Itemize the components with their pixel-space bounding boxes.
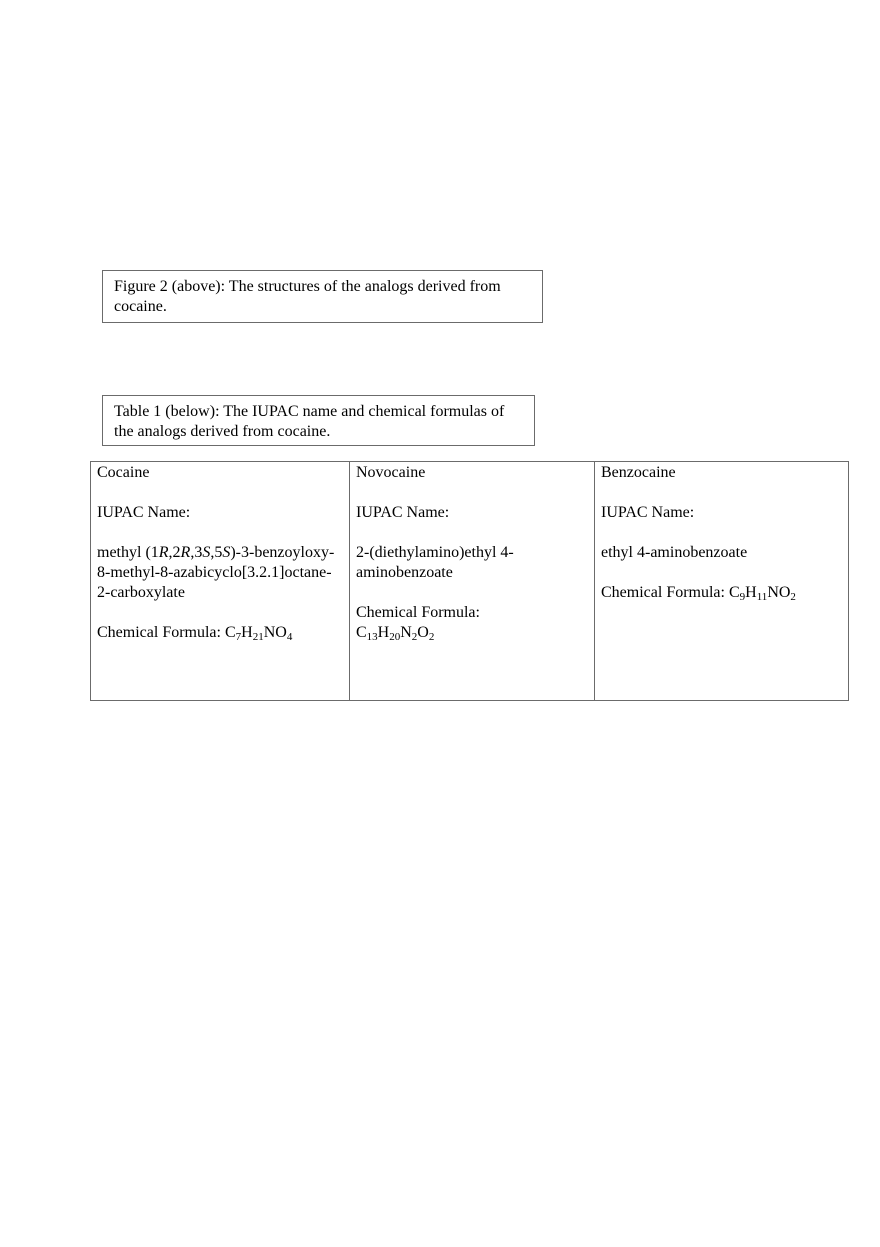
compound-name: Cocaine	[97, 464, 150, 481]
iupac-name	[97, 543, 343, 603]
iupac-name-text: methyl (1R,2R,3S,5S)-3-benzoyloxy-8-methyl-8-azabicyclo[3.2.1]octane-2-carboxylate	[97, 544, 335, 601]
chemical-formula: $C_{13}H_{20}N_2O_2$	[356, 624, 435, 643]
benzocaine-cell	[595, 462, 849, 701]
compound-name: Benzocaine	[601, 464, 676, 481]
iupac-name: 2-(diethylamino)ethyl 4-aminobenzoate	[356, 544, 514, 581]
formula-line	[97, 623, 343, 643]
formula-line	[601, 583, 842, 603]
figure-caption-box	[102, 270, 543, 323]
iupac-label: IUPAC Name:	[97, 504, 191, 521]
chemical-formula: $C_9H_{11}NO_2$	[728, 584, 796, 603]
formula-label: Chemical Formula:	[601, 584, 725, 601]
cocaine-cell	[91, 462, 350, 701]
novocaine-cell	[350, 462, 595, 701]
table-row	[91, 462, 849, 701]
iupac-label: IUPAC Name:	[356, 504, 450, 521]
compound-name: Novocaine	[356, 464, 426, 481]
formula-label: Chemical Formula:	[97, 624, 221, 641]
figure-caption: Figure 2 (above): The structures of the analogs derived from cocaine.	[114, 278, 501, 315]
iupac-name: ethyl 4-aminobenzoate	[601, 544, 748, 561]
table-caption-box	[102, 395, 535, 446]
table-caption: Table 1 (below): The IUPAC name and chemical formulas of the analogs derived from cocaine.	[114, 403, 505, 440]
analog-table	[90, 461, 849, 701]
formula-label: Chemical Formula:	[356, 604, 480, 621]
chemical-formula: $C_7H_{21}NO_4$	[224, 624, 293, 643]
iupac-label: IUPAC Name:	[601, 504, 695, 521]
